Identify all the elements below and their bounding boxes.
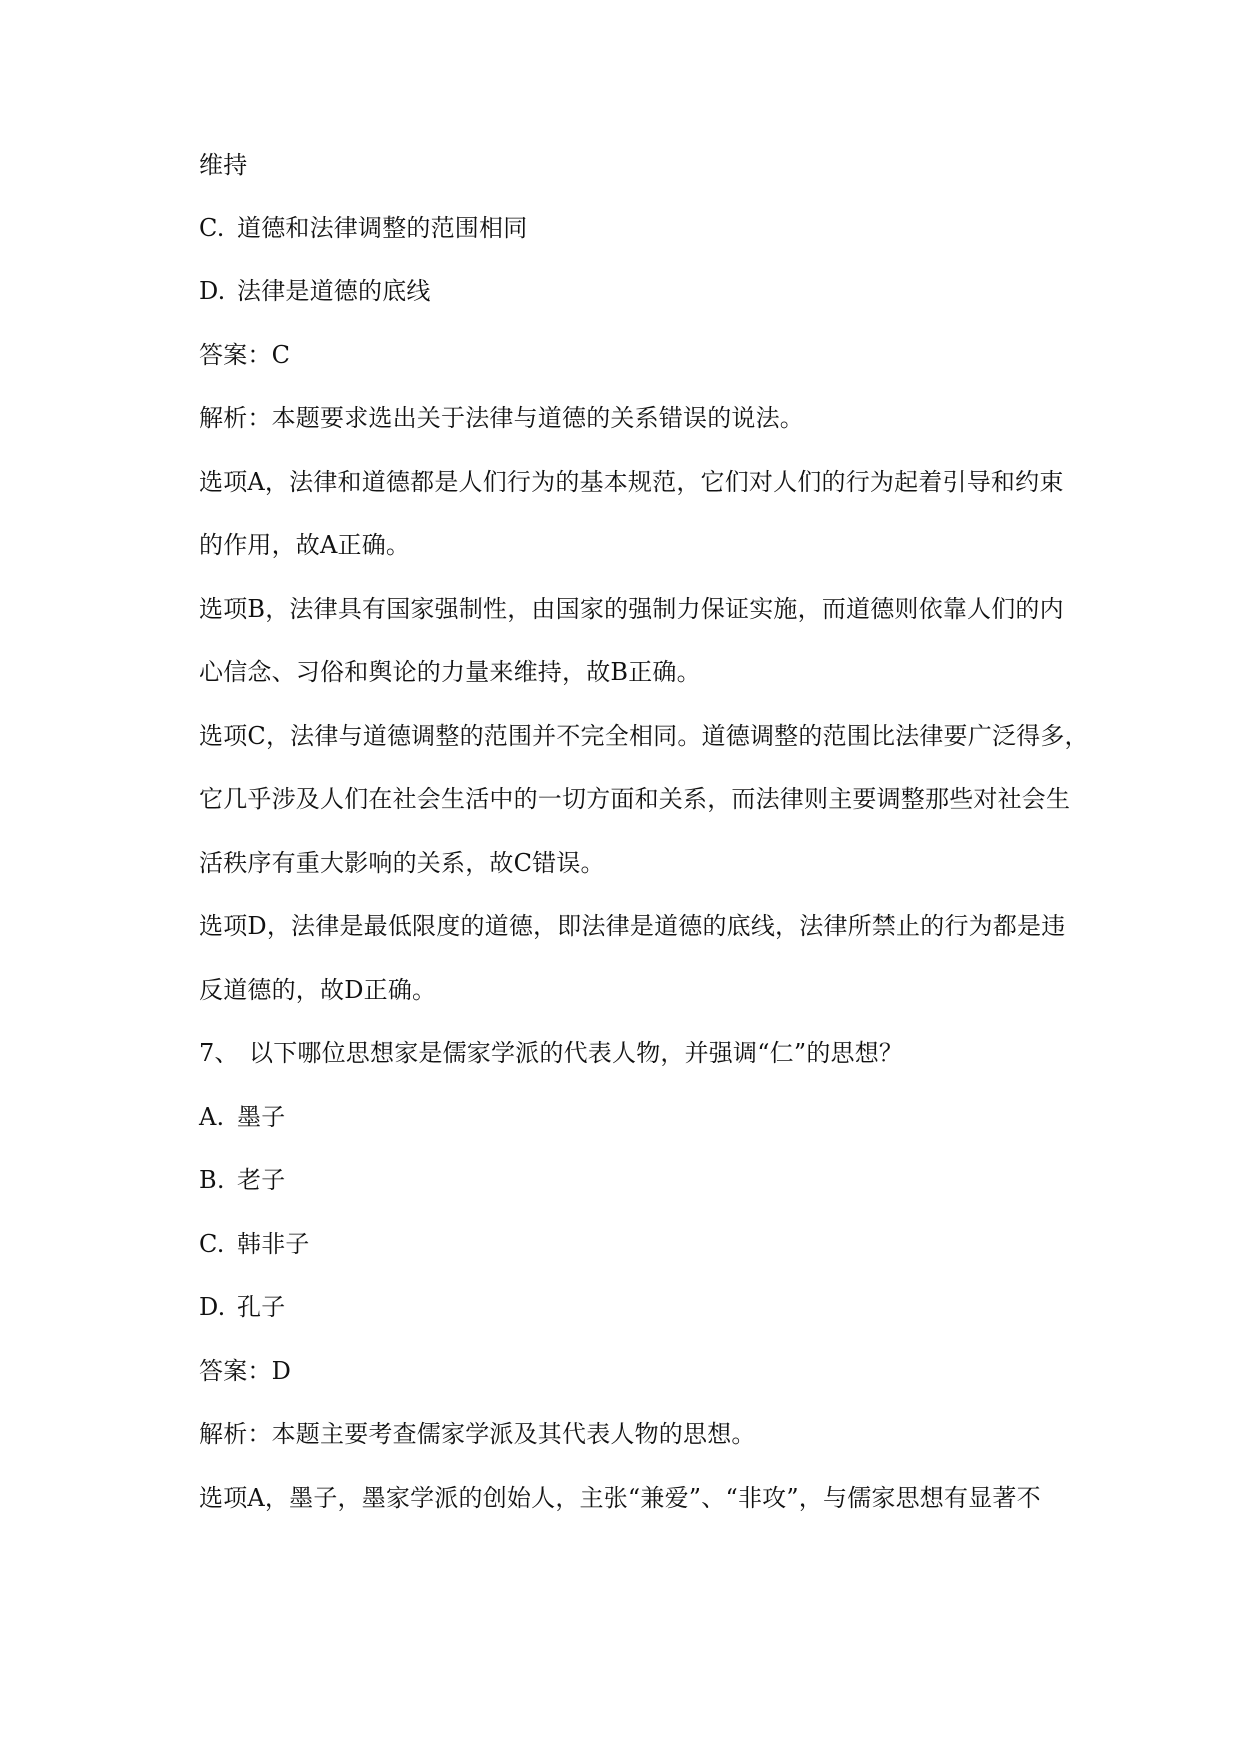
question-number: 7、 [199,1039,239,1067]
option-text: 孔子 [237,1293,286,1321]
explanation-line: 选项C，法律与道德调整的范围并不完全相同。道德调整的范围比法律要广泛得多， [199,722,1089,750]
option-d [199,1292,1099,1322]
option-label: B. [199,1166,225,1194]
option-text: 法律是道德的底线 [237,277,431,305]
explanation-line: 它几乎涉及人们在社会生活中的一切方面和关系，而法律则主要调整那些对社会生 [199,785,1071,813]
option-text: 道德和法律调整的范围相同 [237,214,528,242]
option-label: A. [199,1103,225,1131]
explanation-line: 活秩序有重大影响的关系，故C错误。 [199,849,605,877]
answer-line: 答案：C [199,341,291,369]
question-stem-tail: 维持 [199,151,248,179]
explanation-line: 的作用，故A正确。 [199,531,411,559]
option-label: D. [199,277,226,305]
option-c [199,213,1099,243]
option-text: 韩非子 [237,1230,310,1258]
option-d [199,276,1099,306]
analysis-line: 解析：本题主要考查儒家学派及其代表人物的思想。 [199,1420,756,1448]
explanation-line: 选项B，法律具有国家强制性，由国家的强制力保证实施，而道德则依靠人们的内 [199,595,1064,623]
explanation-line: 选项D，法律是最低限度的道德，即法律是道德的底线，法律所禁止的行为都是违 [199,912,1066,940]
explanation-line: 反道德的，故D正确。 [199,976,437,1004]
question-text: 以下哪位思想家是儒家学派的代表人物，并强调“仁”的思想？ [249,1039,904,1067]
explanation-line: 心信念、习俗和舆论的力量来维持，故B正确。 [199,658,701,686]
question-7-stem [199,1038,1099,1068]
analysis-line: 解析：本题要求选出关于法律与道德的关系错误的说法。 [199,404,804,432]
explanation-line: 选项A，墨子，墨家学派的创始人，主张“兼爱”、“非攻”，与儒家思想有显著不 [199,1484,1041,1512]
option-b [199,1165,1099,1195]
option-text: 墨子 [237,1103,286,1131]
option-label: C. [199,214,225,242]
option-label: C. [199,1230,225,1258]
option-text: 老子 [237,1166,286,1194]
option-a [199,1102,1099,1132]
answer-line: 答案：D [199,1357,292,1385]
explanation-line: 选项A，法律和道德都是人们行为的基本规范，它们对人们的行为起着引导和约束 [199,468,1064,496]
option-label: D. [199,1293,226,1321]
option-c [199,1229,1099,1259]
